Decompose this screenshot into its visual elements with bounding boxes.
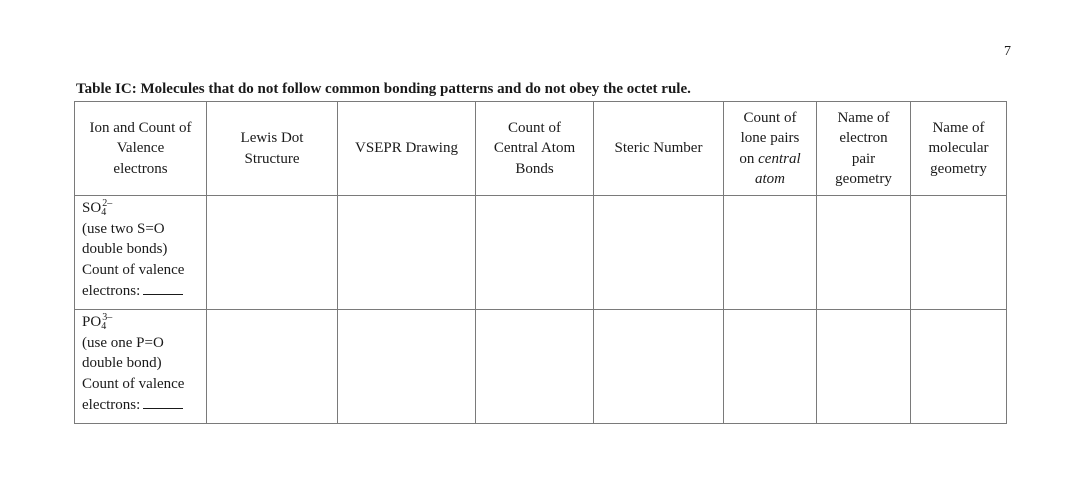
answer-blank[interactable]: [143, 394, 183, 409]
answer-cell-central-atom-bonds[interactable]: [476, 196, 594, 310]
header-ion-count: Ion and Count of Valence electrons: [75, 102, 207, 196]
header-central-atom-bonds: Count of Central Atom Bonds: [476, 102, 594, 196]
valence-count-label: Count of valence: [82, 261, 185, 278]
electrons-label: electrons:: [82, 397, 141, 413]
ion-cell-po4: [75, 310, 207, 424]
header-lewis-dot: Lewis Dot Structure: [207, 102, 338, 196]
answer-cell-steric-number[interactable]: [594, 310, 724, 424]
table-row-so4: [75, 196, 1007, 310]
molecules-table: [74, 101, 1007, 424]
ion-cell-so4: [75, 196, 207, 310]
answer-cell-central-atom-bonds[interactable]: [476, 310, 594, 424]
header-electron-pair-geometry: Name of electron pair geometry: [817, 102, 911, 196]
page-number: 7: [1004, 44, 1011, 59]
answer-cell-molecular-geometry[interactable]: [911, 310, 1007, 424]
header-lone-pairs: Count of lone pairs on central atom: [724, 102, 817, 196]
ion-formula: $PO_4^{3-}$: [82, 312, 113, 332]
header-steric-number: Steric Number: [594, 102, 724, 196]
electrons-label: electrons:: [82, 283, 141, 299]
ion-formula: $SO_4^{2-}$: [82, 198, 113, 218]
ion-note: (use two S=O: [82, 220, 165, 237]
ion-note: double bond): [82, 355, 162, 371]
header-row: [75, 102, 1007, 196]
table-row-po4: [75, 310, 1007, 424]
ion-note: (use one P=O: [82, 334, 164, 351]
answer-cell-electron-pair-geometry[interactable]: [817, 196, 911, 310]
answer-cell-vsepr-drawing[interactable]: [338, 310, 476, 424]
answer-cell-molecular-geometry[interactable]: [911, 196, 1007, 310]
table-title: Table IC: Molecules that do not follow common bonding patterns and do not obey the octet rule.: [76, 81, 691, 97]
answer-cell-steric-number[interactable]: [594, 196, 724, 310]
answer-cell-vsepr-drawing[interactable]: [338, 196, 476, 310]
ion-note: double bonds): [82, 241, 168, 257]
answer-cell-lewis-dot[interactable]: [207, 196, 338, 310]
valence-count-label: Count of valence: [82, 375, 185, 392]
answer-cell-lone-pairs[interactable]: [724, 310, 817, 424]
header-vsepr-drawing: VSEPR Drawing: [338, 102, 476, 196]
answer-cell-electron-pair-geometry[interactable]: [817, 310, 911, 424]
header-molecular-geometry: Name of molecular geometry: [911, 102, 1007, 196]
answer-cell-lewis-dot[interactable]: [207, 310, 338, 424]
answer-cell-lone-pairs[interactable]: [724, 196, 817, 310]
answer-blank[interactable]: [143, 280, 183, 295]
